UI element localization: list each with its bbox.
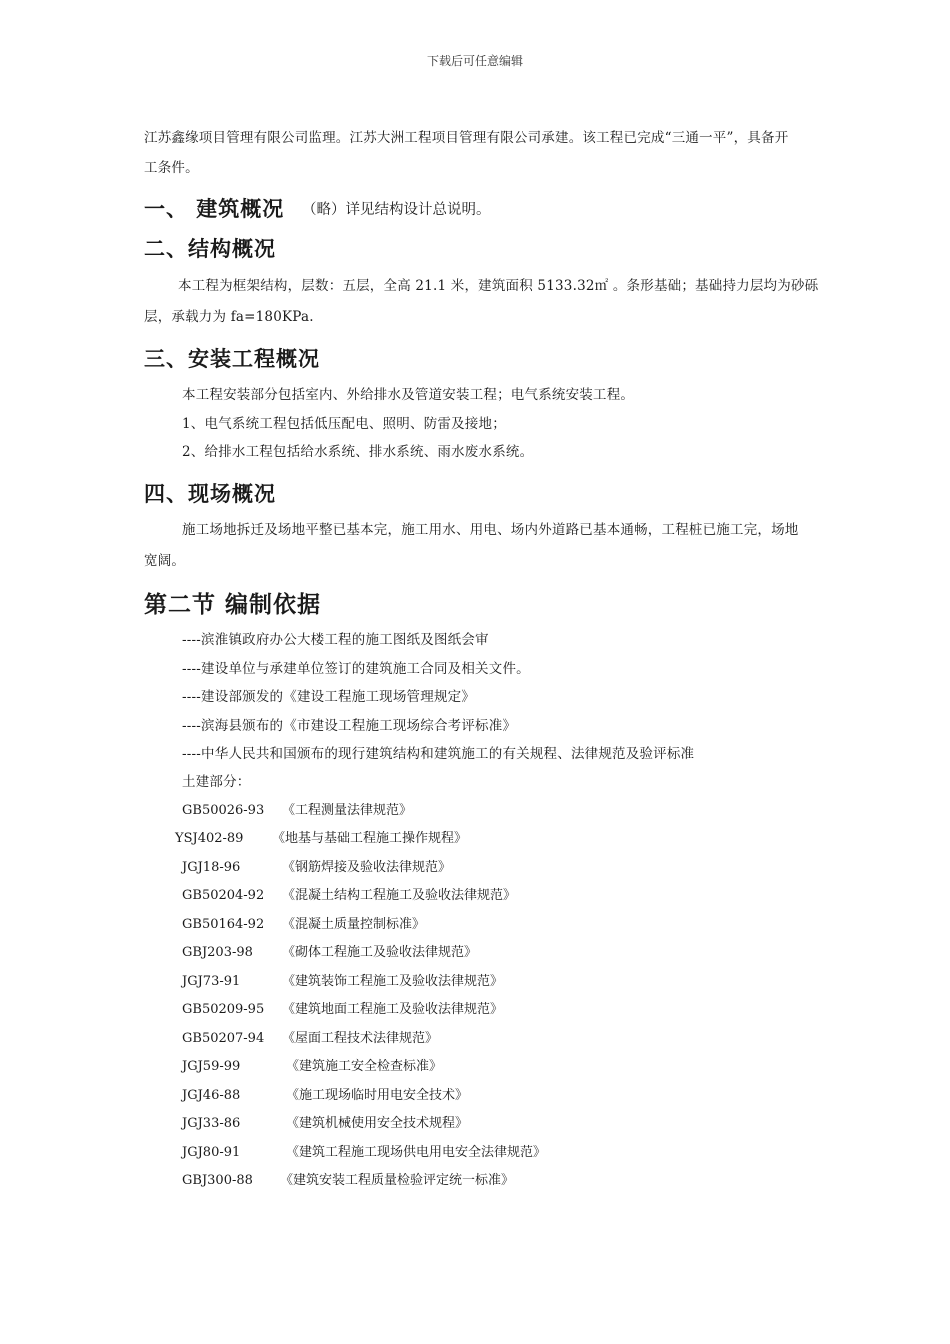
standard-code: GB50204-92 bbox=[182, 888, 265, 903]
section-heading-installation: 三、安装工程概况 bbox=[144, 347, 320, 371]
intro-line-2: 工条件。 bbox=[144, 160, 199, 176]
basis-item: ----滨海县颁布的《市建设工程施工现场综合考评标准》 bbox=[182, 718, 517, 734]
standard-title: 《屋面工程技术法律规范》 bbox=[282, 1031, 439, 1046]
standard-title: 《混凝土质量控制标准》 bbox=[282, 917, 426, 932]
standard-code: GB50209-95 bbox=[182, 1002, 265, 1017]
section-heading-basis: 第二节 编制依据 bbox=[144, 592, 322, 618]
standard-title: 《建筑工程施工现场供电用电安全法律规范》 bbox=[286, 1145, 547, 1160]
standard-code: GB50207-94 bbox=[182, 1031, 265, 1046]
basis-item: ----中华人民共和国颁布的现行建筑结构和建筑施工的有关规程、法律规范及验评标准 bbox=[182, 746, 695, 762]
standard-code: JGJ59-99 bbox=[182, 1059, 241, 1074]
section-heading-site: 四、现场概况 bbox=[144, 482, 276, 506]
standard-code: GBJ300-88 bbox=[182, 1173, 253, 1188]
standard-title: 《建筑地面工程施工及验收法律规范》 bbox=[282, 1002, 504, 1017]
standard-title: 《工程测量法律规范》 bbox=[282, 803, 413, 818]
intro-line-1: 江苏鑫缘项目管理有限公司监理。江苏大洲工程项目管理有限公司承建。该工程已完成“三通一平”，具备开 bbox=[144, 130, 789, 146]
standard-title: 《建筑装饰工程施工及验收法律规范》 bbox=[282, 974, 504, 989]
basis-item: ----建设部颁发的《建设工程施工现场管理规定》 bbox=[182, 689, 476, 705]
basis-item: ----滨淮镇政府办公大楼工程的施工图纸及图纸会审 bbox=[182, 632, 489, 648]
civil-subheading: 土建部分： bbox=[182, 774, 251, 790]
site-line-1: 施工场地拆迁及场地平整已基本完，施工用水、用电、场内外道路已基本通畅，工程桩已施工完，场地 bbox=[182, 522, 799, 538]
standard-title: 《地基与基础工程施工操作规程》 bbox=[272, 831, 468, 846]
section-note-building: （略）详见结构设计总说明。 bbox=[302, 202, 491, 218]
standard-title: 《建筑施工安全检查标准》 bbox=[286, 1059, 443, 1074]
standard-code: YSJ402-89 bbox=[175, 831, 244, 846]
standard-title: 《施工现场临时用电安全技术》 bbox=[286, 1088, 469, 1103]
standard-code: JGJ33-86 bbox=[182, 1116, 241, 1131]
section-heading-building: 一、 建筑概况 bbox=[144, 197, 285, 221]
standard-title: 《钢筋焊接及验收法律规范》 bbox=[282, 860, 452, 875]
standard-code: JGJ80-91 bbox=[182, 1145, 241, 1160]
standard-code: JGJ46-88 bbox=[182, 1088, 241, 1103]
structure-line-1: 本工程为框架结构，层数：五层，全高 21.1 米，建筑面积 5133.32㎡ 。条形基础；基础持力层均为砂砾 bbox=[178, 278, 819, 294]
standard-title: 《混凝土结构工程施工及验收法律规范》 bbox=[282, 888, 517, 903]
standard-title: 《建筑安装工程质量检验评定统一标准》 bbox=[280, 1173, 515, 1188]
standard-code: GBJ203-98 bbox=[182, 945, 253, 960]
installation-line-3: 2、给排水工程包括给水系统、排水系统、雨水废水系统。 bbox=[182, 444, 534, 460]
standard-title: 《砌体工程施工及验收法律规范》 bbox=[282, 945, 478, 960]
installation-line-1: 本工程安装部分包括室内、外给排水及管道安装工程；电气系统安装工程。 bbox=[182, 387, 635, 403]
installation-line-2: 1、电气系统工程包括低压配电、照明、防雷及接地； bbox=[182, 416, 506, 432]
structure-line-2: 层，承载力为 fa=180KPa. bbox=[144, 309, 314, 325]
site-line-2: 宽阔。 bbox=[144, 553, 186, 569]
standard-code: JGJ18-96 bbox=[182, 860, 241, 875]
standard-code: GB50026-93 bbox=[182, 803, 265, 818]
standard-code: GB50164-92 bbox=[182, 917, 265, 932]
standard-title: 《建筑机械使用安全技术规程》 bbox=[286, 1116, 469, 1131]
section-heading-structure: 二、结构概况 bbox=[144, 237, 276, 261]
standard-code: JGJ73-91 bbox=[182, 974, 241, 989]
page-header: 下载后可任意编辑 bbox=[426, 54, 523, 68]
basis-item: ----建设单位与承建单位签订的建筑施工合同及相关文件。 bbox=[182, 661, 530, 677]
standard-row bbox=[182, 801, 264, 821]
